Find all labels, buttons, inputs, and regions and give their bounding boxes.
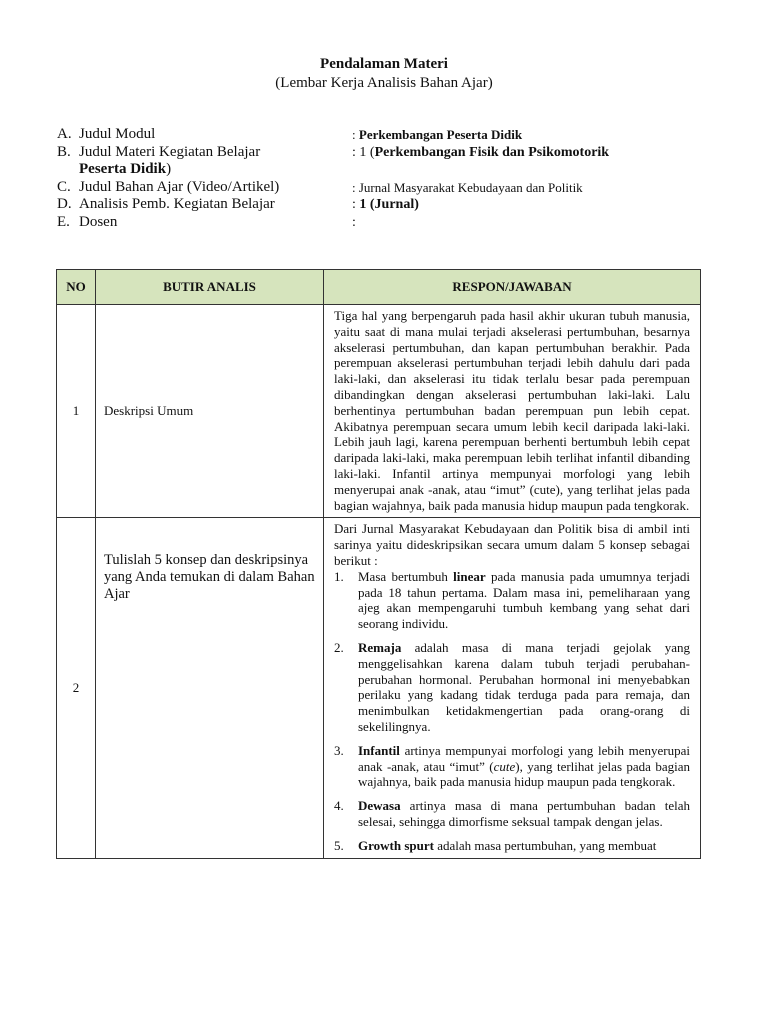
meta-row-bahan-ajar: C. Judul Bahan Ajar (Video/Artikel) : Jurnal Masyarakat Kebudayaan dan Politik — [57, 179, 717, 197]
row-number: 2 — [57, 518, 96, 858]
analysis-table — [56, 269, 701, 859]
meta-value: : Jurnal Masyarakat Kebudayaan dan Politik — [352, 179, 583, 195]
meta-value: : Perkembangan Peserta Didik — [352, 127, 523, 142]
header-respon: RESPON/JAWABAN — [324, 270, 701, 305]
module-info — [57, 126, 717, 231]
header-butir: BUTIR ANALIS — [96, 270, 324, 305]
meta-row-judul-materi: B. Judul Materi Kegiatan Belajar Peserta Didik) : 1 (Perkembangan Fisik dan Psikomotorik — [57, 144, 717, 179]
list-item: 1. Masa bertumbuh linear pada manusia pada umumnya terjadi pada 18 tahun pertama. Dalam masa ini, pemeliharaan yang ajeg akan mempengaruhi tumbuh kembang yang sehat dari seorang individu. — [334, 568, 690, 632]
row-butir: Deskripsi Umum — [96, 305, 324, 518]
document-title — [0, 55, 768, 93]
meta-value: : 1 (Perkembangan Fisik dan Psikomotorik — [352, 144, 610, 160]
list-item: 5. Growth spurt adalah masa pertumbuhan, yang membuat — [334, 837, 657, 853]
meta-value: : — [352, 214, 356, 230]
row-respon: Tiga hal yang berpengaruh pada hasil akhir ukuran tubuh manusia, yaitu saat di mana mulai terjadi akselerasi pertumbuhan, besarnya akselerasi pertumbuhan, dan kapan pertumbuhan berakhir. Pada perempuan akselerasi pertumbuhan terjadi lebih dahulu dari pada laki-laki, dan akselerasi itu tidak terlalu besar pada perempuan dibandingkan dengan akselerasi pertumbuhan laki-laki. Lalu berhentinya pertumbuhan badan perempuan pun lebih cepat. Akibatnya perempuan secara umum lebih kecil daripada laki-laki. Lebih jauh lagi, karena perempuan berhenti bertumbuh lebih cepat daripada laki-laki, maka perempuan lebih terlihat infantil dibanding laki-laki. Infantil artinya mempunyai morfologi yang lebih menyerupai anak -anak, atau “imut” (cute), yang terlihat jelas pada bagian wajahnya, baik pada manusia hidup maupun pada tengkorak. — [324, 305, 701, 518]
row-number: 1 — [57, 305, 96, 518]
page-subtitle: (Lembar Kerja Analisis Bahan Ajar) — [275, 75, 493, 91]
list-item: 4. Dewasa artinya masa di mana pertumbuhan badan telah selesai, sehingga dimorfisme seksual tampak dengan jelas. — [334, 798, 690, 829]
meta-row-analisis: D. Analisis Pemb. Kegiatan Belajar : 1 (Jurnal) — [57, 196, 717, 214]
page-title: Pendalaman Materi — [320, 56, 448, 72]
row-butir: Tulislah 5 konsep dan deskripsinya yang Anda temukan di dalam Bahan Ajar — [96, 518, 324, 858]
table-header-row — [57, 270, 701, 305]
header-no: NO — [57, 270, 96, 305]
meta-value: : 1 (Jurnal) — [352, 197, 419, 212]
list-item: 2. Remaja adalah masa di mana terjadi gejolak yang menggelisahkan karena dalam tubuh terjadi perubahan-perubahan hormonal. Perubahan hormonal ini menyebabkan perilaku yang kadang tidak terduga pada para remaja, dan menimbulkan ketidakmengertian pada orang-orang di sekelilingnya. — [334, 639, 690, 734]
list-item: 3. Infantil artinya mempunyai morfologi yang lebih menyerupai anak -anak, atau “imut” (cute), yang terlihat jelas pada bagian wajahnya, baik pada manusia hidup maupun pada tengkorak. — [334, 742, 690, 790]
table-row — [57, 305, 701, 518]
concept-list — [334, 569, 690, 854]
respon-intro: Dari Jurnal Masyarakat Kebudayaan dan Politik bisa di ambil inti sarinya yaitu dideskripsikan secara umum dalam 5 konsep sebagai berikut : — [334, 521, 690, 568]
meta-row-judul-modul: A. Judul Modul : Perkembangan Peserta Didik — [57, 126, 717, 144]
table-row — [57, 518, 701, 858]
row-respon — [324, 518, 701, 858]
meta-row-dosen: E. Dosen : — [57, 214, 717, 232]
